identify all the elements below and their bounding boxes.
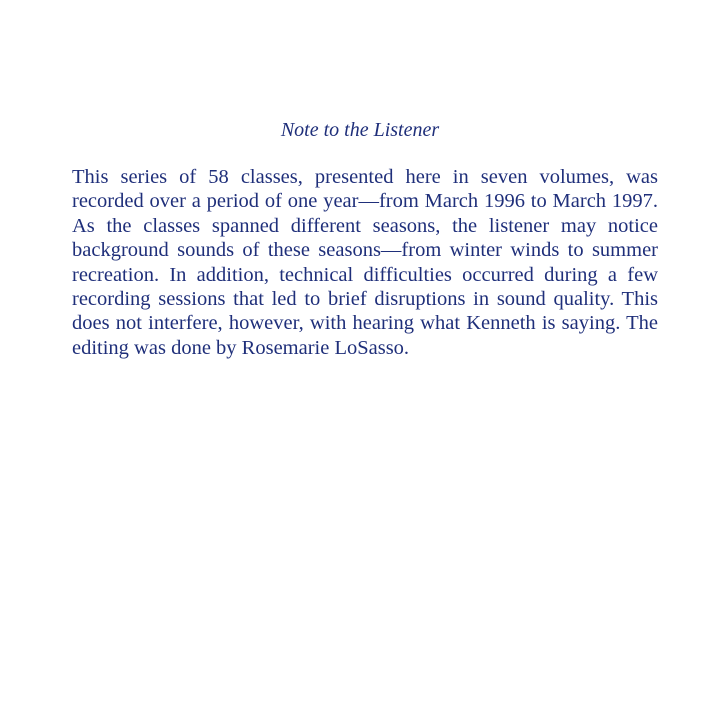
note-body-paragraph: This series of 58 classes, presented here in seven volumes, was recorded over a period of one year—from March 1996 to March 1997. As the classes spanned different seasons, the listener may notice background sounds of these seasons—from winter winds to summer recreation. In addition, technical difficulties occurred during a few recording sessions that led to brief disruptions in sound quality. This does not interfere, however, with hearing what Kenneth is saying. The editing was done by Rosemarie LoSasso. <box>72 166 658 359</box>
note-heading: Note to the Listener <box>280 119 440 141</box>
